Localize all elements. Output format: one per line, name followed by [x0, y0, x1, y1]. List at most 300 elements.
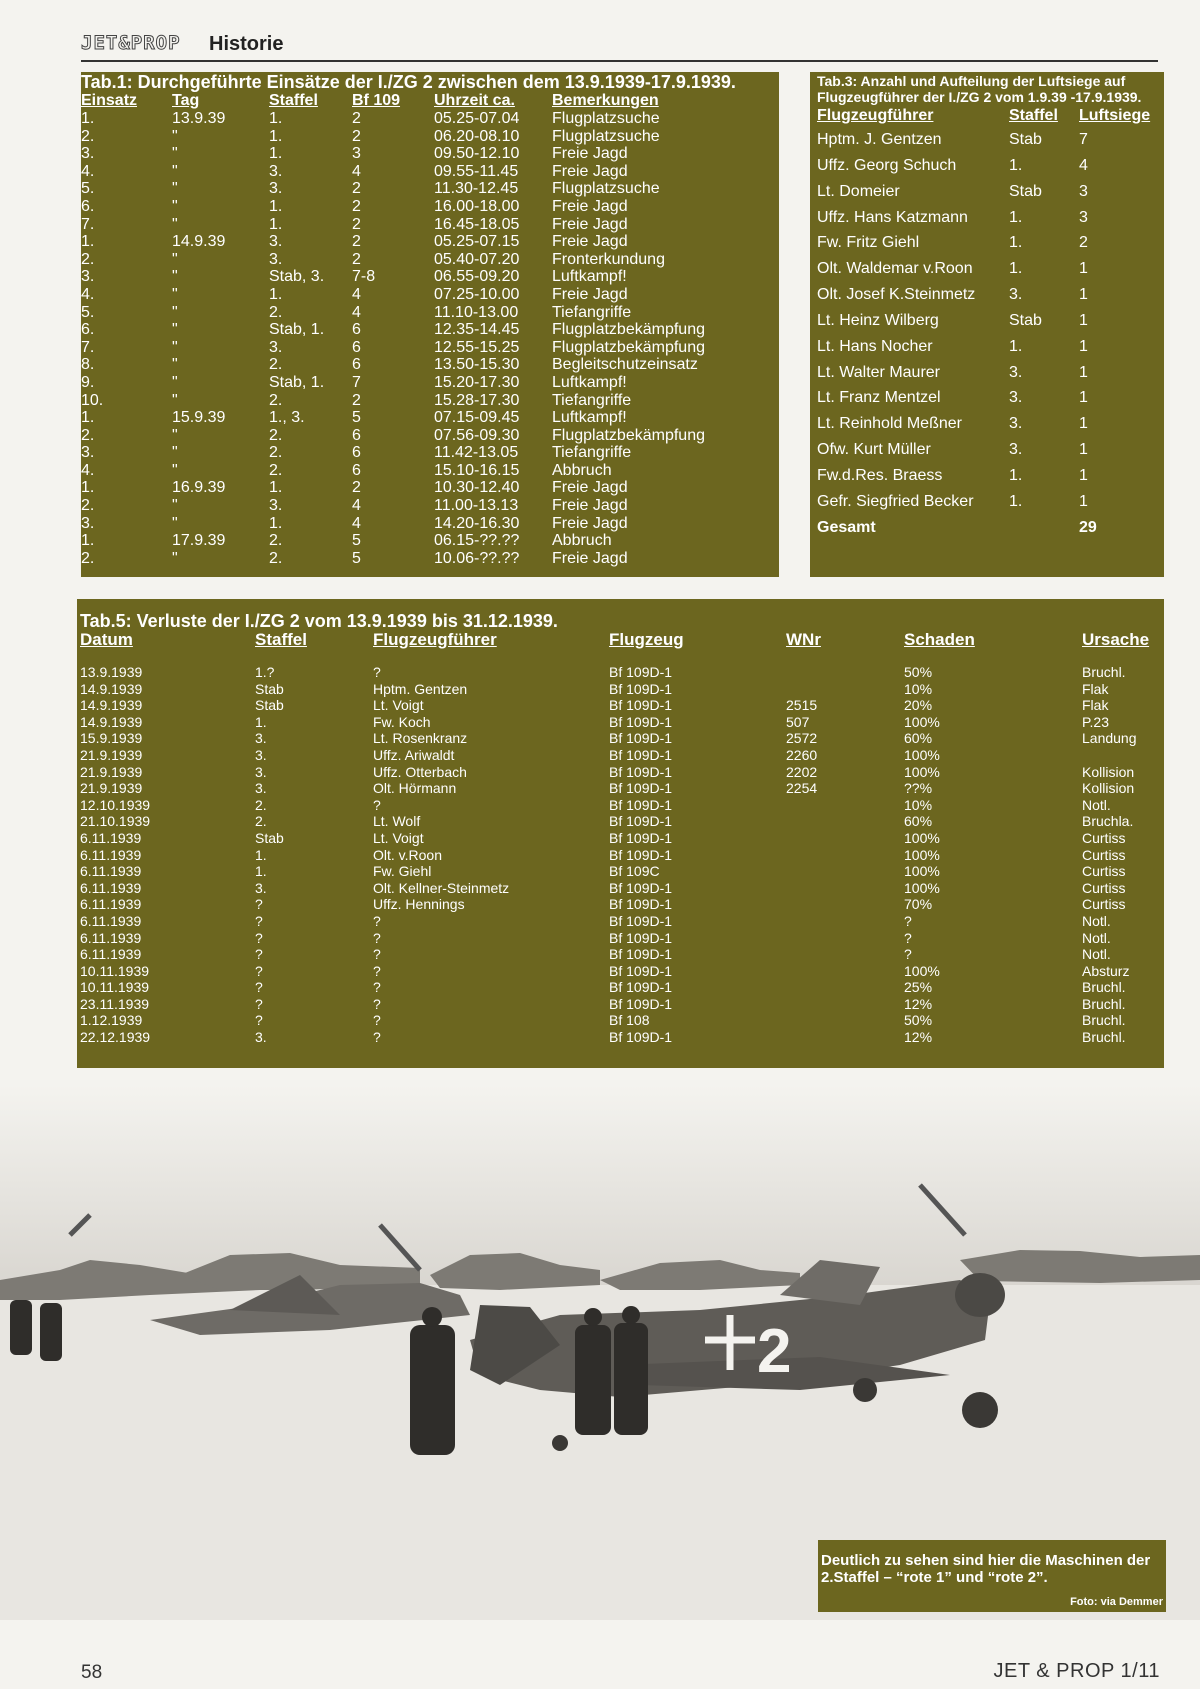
table-cell: Stab [255, 697, 284, 714]
table-cell: Bf 109D-1 [609, 664, 673, 680]
table-row [80, 747, 1162, 764]
table-row [80, 780, 1162, 797]
table-cell: 05.25-07.04 [434, 110, 520, 127]
table-cell: 3. [81, 268, 95, 286]
table-row [80, 697, 1162, 714]
table-cell: 6.11.1939 [80, 896, 142, 913]
table-cell: " [172, 127, 178, 145]
table-cell: 1. [1009, 234, 1023, 252]
table-row [817, 334, 1159, 360]
table-row [80, 930, 1162, 947]
table-cell: " [172, 180, 178, 198]
table-cell: 1. [269, 197, 283, 215]
table-cell: Bf 109D-1 [609, 796, 673, 813]
table-cell [786, 946, 904, 963]
table-cell: 3 [1079, 208, 1088, 226]
table-cell: Fw. Koch [373, 713, 431, 730]
table-cell: 5 [352, 532, 361, 550]
table-cell: " [172, 162, 178, 180]
table-cell: 1 [1079, 415, 1088, 433]
table-cell: Fw. Giehl [373, 863, 432, 880]
table-cell: Stab, 3. [269, 268, 325, 286]
table-cell: Bf 109D-1 [609, 763, 673, 780]
table-cell: ? [373, 995, 381, 1012]
table-row [81, 409, 779, 427]
table-cell: 10% [904, 796, 933, 813]
table-cell: 1. [1009, 260, 1023, 278]
table-5-title: Tab.5: Verluste der I./ZG 2 vom 13.9.1939 bis 31.12.1939. [80, 611, 558, 631]
table-cell: Ofw. Kurt Müller [817, 441, 931, 459]
table-cell: Notl. [1082, 946, 1111, 963]
table-cell: Bf 109D-1 [609, 730, 673, 747]
table-cell: 60% [904, 813, 933, 830]
table-cell: 50% [904, 1012, 933, 1029]
table-cell: 10.06-??.?? [434, 549, 520, 567]
table-cell: 14.20-16.30 [434, 514, 520, 532]
table-cell: 1. [81, 479, 95, 497]
table-cell: Stab [255, 680, 284, 697]
table-cell: Bf 109D-1 [609, 946, 673, 963]
table-cell: 3. [81, 444, 95, 462]
table-cell: Lt. Heinz Wilberg [817, 311, 939, 329]
table-cell: 16.00-18.00 [434, 197, 520, 215]
table-cell: 2. [269, 303, 283, 321]
table-cell: 10.30-12.40 [434, 479, 520, 497]
table-cell [786, 813, 904, 830]
table-cell: 09.50-12.10 [434, 145, 520, 163]
table-cell: 2260 [786, 746, 818, 763]
table-row [81, 392, 779, 410]
table-cell: Luftkampf! [552, 373, 627, 391]
table-cell: 10. [81, 391, 104, 409]
table-1-title: Tab.1: Durchgeführte Einsätze der I./ZG 2 zwischen dem 13.9.1939-17.9.1939. [81, 72, 736, 92]
table-cell: 1. [269, 110, 283, 127]
table-row [81, 268, 779, 286]
table-cell: 3. [1009, 441, 1023, 459]
table-cell: 1 [1079, 389, 1088, 407]
table-cell: ? [373, 912, 381, 929]
table-row [80, 681, 1162, 698]
table-3-title: Tab.3: Anzahl und Aufteilung der Luftsiege auf Flugzeugführer der I./ZG 2 vom 1.9.39 -17.9.1939. [817, 73, 1142, 105]
table-cell: 7-8 [352, 268, 376, 286]
table-cell: 7 [1079, 131, 1088, 148]
table-cell: ? [373, 962, 381, 979]
table-cell: 2. [269, 444, 283, 462]
table-cell [786, 797, 904, 814]
table-cell: 12% [904, 1029, 933, 1046]
table-cell: Notl. [1082, 796, 1111, 813]
column-header: Flugzeug [609, 630, 684, 649]
table-cell: " [172, 197, 178, 215]
table-cell: Landung [1082, 730, 1137, 747]
table-cell: 6.11.1939 [80, 879, 142, 896]
table-cell: 100% [904, 713, 940, 730]
photo-credit: Foto: via Demmer [1070, 1596, 1163, 1608]
table-cell: Fw. Fritz Giehl [817, 234, 920, 252]
table-cell: 2202 [786, 763, 818, 780]
table-cell: " [172, 145, 178, 163]
table-cell: 2. [269, 426, 283, 444]
table-cell: " [172, 268, 178, 286]
table-row [81, 163, 779, 181]
table-cell: 11.00-13.13 [434, 497, 519, 515]
table-cell: Flak [1082, 697, 1109, 714]
table-cell: 2 [352, 391, 361, 409]
table-cell: Kollision [1082, 780, 1135, 797]
table-cell: 1 [1079, 286, 1088, 304]
table-row [817, 282, 1159, 308]
table-cell: 4. [81, 162, 95, 180]
table-row [81, 550, 779, 568]
table-cell: " [172, 497, 178, 515]
table-cell: 1 [1079, 492, 1088, 510]
table-row [81, 339, 779, 357]
table-cell: 07.56-09.30 [434, 426, 520, 444]
table-cell: 3. [1009, 389, 1023, 407]
table-cell: 3. [269, 180, 283, 198]
table-cell: Lt. Voigt [373, 697, 424, 714]
table-cell: Freie Jagd [552, 479, 628, 497]
table-cell: 06.20-08.10 [434, 127, 520, 145]
table-cell: 100% [904, 763, 940, 780]
table-cell: Stab, 1. [269, 373, 325, 391]
table-cell: 11.42-13.05 [434, 444, 519, 462]
table-cell: 100% [904, 746, 940, 763]
table-cell: 16.45-18.05 [434, 215, 520, 233]
table-cell: 13.9.39 [172, 110, 226, 127]
table-cell: 1. [1009, 156, 1023, 174]
table-cell: 5 [352, 409, 361, 427]
spacer-row [80, 650, 1162, 664]
table-cell: Hptm. Gentzen [373, 680, 468, 697]
table-cell: 2 [352, 197, 361, 215]
table-cell: 12.35-14.45 [434, 321, 520, 339]
table-cell: Olt. Josef K.Steinmetz [817, 286, 976, 304]
table-cell: " [172, 338, 178, 356]
table-cell: Flugplatzsuche [552, 110, 660, 127]
table-cell: 100% [904, 879, 940, 896]
table-cell: 4 [352, 497, 361, 515]
column-header: Bf 109 [352, 92, 401, 109]
table-cell: Notl. [1082, 929, 1111, 946]
table-cell: Olt. Waldemar v.Roon [817, 260, 973, 278]
table-row [817, 256, 1159, 282]
table-cell: 1. [269, 285, 283, 303]
table-row [817, 205, 1159, 231]
table-cell: Bf 109D-1 [609, 829, 673, 846]
table-cell: Lt. Wolf [373, 813, 421, 830]
table-row [81, 128, 779, 146]
table-cell: " [172, 426, 178, 444]
table-cell: 1. [269, 514, 283, 532]
table-cell: Lt. Franz Mentzel [817, 389, 941, 407]
table-cell: 12.55-15.25 [434, 338, 520, 356]
table-row [81, 532, 779, 550]
table-cell: 70% [904, 896, 933, 913]
table-row [80, 714, 1162, 731]
column-header: WNr [786, 630, 821, 649]
table-cell: 4. [81, 285, 95, 303]
table-row [817, 153, 1159, 179]
table-cell: Bf 109D-1 [609, 1029, 673, 1046]
table-cell: " [172, 250, 178, 268]
table-cell: 9. [81, 373, 95, 391]
table-cell: " [172, 514, 178, 532]
table-cell: Bf 108 [609, 1012, 650, 1029]
table-row [817, 308, 1159, 334]
table-row [80, 880, 1162, 897]
table-cell: 1. [81, 233, 95, 251]
table-cell: 7 [352, 373, 361, 391]
table-cell: Begleitschutzeinsatz [552, 356, 698, 374]
table-cell: ? [904, 946, 912, 963]
table-cell: 2254 [786, 780, 818, 797]
table-cell: Lt. Voigt [373, 829, 424, 846]
table-cell: Bf 109C [609, 863, 660, 880]
table-row [80, 764, 1162, 781]
table-cell: 1. [255, 713, 267, 730]
table-cell: " [172, 373, 178, 391]
table-cell: ? [373, 796, 381, 813]
total-row [817, 515, 1159, 541]
table-cell: 21.9.1939 [80, 746, 143, 763]
table-cell: 12.10.1939 [80, 796, 151, 813]
table-cell: 2 [1079, 234, 1088, 252]
table-cell: 15.9.39 [172, 409, 226, 427]
table-cell: 3. [255, 780, 267, 797]
table-cell: ? [255, 979, 263, 996]
table-cell: ? [255, 929, 263, 946]
table-cell: Freie Jagd [552, 197, 628, 215]
table-cell [786, 930, 904, 947]
table-cell [786, 664, 904, 681]
table-row [81, 462, 779, 480]
table-cell: 2 [352, 215, 361, 233]
table-cell: 3. [269, 162, 283, 180]
table-cell: 2. [269, 461, 283, 479]
table-cell: ? [255, 912, 263, 929]
table-cell: 15.10-16.15 [434, 461, 520, 479]
table-cell: 6 [352, 321, 361, 339]
table-cell: 100% [904, 962, 940, 979]
table-cell: 2 [352, 233, 361, 251]
table-cell: 10% [904, 680, 933, 697]
table-cell: Uffz. Hans Katzmann [817, 208, 968, 226]
table-row [817, 127, 1159, 153]
table-cell: Notl. [1082, 912, 1111, 929]
column-header: Schaden [904, 630, 975, 649]
table-cell: 06.55-09.20 [434, 268, 520, 286]
table-cell: Flugplatzbekämpfung [552, 426, 705, 444]
table-cell: 100% [904, 829, 940, 846]
table-cell: 10.11.1939 [80, 962, 150, 979]
table-row [81, 286, 779, 304]
table-cell: 3. [1009, 363, 1023, 381]
table-cell: Stab [1009, 131, 1042, 148]
table-cell: 3. [255, 746, 267, 763]
table-cell: 06.15-??.?? [434, 532, 520, 550]
table-cell: 2 [352, 180, 361, 198]
table-cell: 6.11.1939 [80, 946, 142, 963]
table-cell: Freie Jagd [552, 215, 628, 233]
table-cell [786, 830, 904, 847]
table-cell: Curtiss [1082, 879, 1126, 896]
table-cell: 507 [786, 713, 810, 730]
table-row [817, 463, 1159, 489]
table-cell: 7. [81, 215, 95, 233]
table-cell: 5. [81, 180, 95, 198]
table-cell: Fw.d.Res. Braess [817, 466, 943, 484]
table-cell: Luftkampf! [552, 268, 627, 286]
table-cell: 2 [352, 250, 361, 268]
column-header: Luftsiege [1079, 107, 1151, 124]
table-row [817, 230, 1159, 256]
table-cell: Luftkampf! [552, 409, 627, 427]
table-cell [1082, 747, 1162, 764]
table-cell: 6 [352, 444, 361, 462]
table-cell: 2 [352, 479, 361, 497]
page-header [81, 30, 1158, 62]
aircraft-number-marking: 2 [757, 1317, 792, 1386]
table-cell: Olt. Kellner-Steinmetz [373, 879, 510, 896]
table-cell: Fronterkundung [552, 250, 665, 268]
table-cell: 23.11.1939 [80, 995, 150, 1012]
table-cell: Bf 109D-1 [609, 979, 673, 996]
table-cell: 10.11.1939 [80, 979, 150, 996]
table-cell: 3. [255, 1029, 267, 1046]
table-cell: ? [255, 1012, 263, 1029]
table-row [80, 730, 1162, 747]
table-cell: 3. [269, 250, 283, 268]
table-cell: 12% [904, 995, 933, 1012]
table-cell: 2. [81, 497, 95, 515]
table-cell: 6.11.1939 [80, 863, 142, 880]
table-cell: Lt. Rosenkranz [373, 730, 468, 747]
table-cell: 1 [1079, 337, 1088, 355]
column-header: Staffel [269, 92, 318, 109]
table-cell: Flak [1082, 680, 1109, 697]
table-row [81, 321, 779, 339]
table-row [817, 179, 1159, 205]
table-row [81, 427, 779, 445]
table-cell: Freie Jagd [552, 497, 628, 515]
table-cell: 3. [255, 763, 267, 780]
table-cell: 1. [1009, 208, 1023, 226]
table-cell: 5. [81, 303, 95, 321]
table-cell: 8. [81, 356, 95, 374]
table-cell [786, 996, 904, 1013]
table-cell: 2. [255, 813, 267, 830]
table-cell: 1. [255, 863, 267, 880]
table-row [80, 813, 1162, 830]
table-row [81, 180, 779, 198]
table-cell: 1 [1079, 363, 1088, 381]
table-3-victories [810, 72, 1164, 577]
table-cell: 1., 3. [269, 409, 305, 427]
total-value: 29 [1079, 518, 1097, 536]
table-cell: " [172, 303, 178, 321]
table-row [817, 411, 1159, 437]
table-cell: 6.11.1939 [80, 912, 142, 929]
table-cell: 100% [904, 863, 940, 880]
table-cell: Bf 109D-1 [609, 697, 673, 714]
table-cell: Lt. Walter Maurer [817, 363, 940, 381]
table-cell: 4 [352, 303, 361, 321]
column-header: Ursache [1082, 630, 1150, 649]
table-cell: " [172, 356, 178, 374]
table-cell: Bf 109D-1 [609, 746, 673, 763]
table-cell [786, 863, 904, 880]
table-cell: 14.9.1939 [80, 697, 143, 714]
table-cell: 7. [81, 338, 95, 356]
table-cell: Tiefangriffe [552, 303, 632, 321]
table-cell: 2572 [786, 730, 818, 747]
table-cell: 3. [255, 879, 267, 896]
column-header: Bemerkungen [552, 92, 659, 109]
table-cell: 6.11.1939 [80, 846, 142, 863]
table-cell: 1.? [255, 664, 275, 680]
table-cell: 05.25-07.15 [434, 233, 520, 251]
table-row [80, 664, 1162, 681]
table-cell: ? [373, 1029, 381, 1046]
table-cell: Bf 109D-1 [609, 813, 673, 830]
table-cell: 3. [269, 497, 283, 515]
table-cell: 05.40-07.20 [434, 250, 520, 268]
table-cell: ? [373, 979, 381, 996]
table-cell: Freie Jagd [552, 145, 628, 163]
table-cell: " [172, 285, 178, 303]
table-cell: 4 [1079, 156, 1088, 174]
table-cell: 2. [81, 127, 95, 145]
table-cell: 1. [269, 479, 283, 497]
table-row [80, 830, 1162, 847]
table-cell: 22.12.1939 [80, 1029, 151, 1046]
table-row [81, 251, 779, 269]
table-row [817, 385, 1159, 411]
table-row [81, 515, 779, 533]
column-header: Flugzeugführer [817, 107, 934, 124]
table-row [817, 360, 1159, 386]
table-cell: 6. [81, 197, 95, 215]
table-cell: 11.10-13.00 [434, 303, 519, 321]
table-cell: 14.9.1939 [80, 680, 143, 697]
table-cell: Bf 109D-1 [609, 962, 673, 979]
table-cell: " [172, 321, 178, 339]
table-cell: 2. [269, 549, 283, 567]
table-cell: Lt. Hans Nocher [817, 337, 933, 355]
table-row [80, 913, 1162, 930]
table-cell: " [172, 444, 178, 462]
table-cell: Bf 109D-1 [609, 896, 673, 913]
table-cell: ? [373, 929, 381, 946]
table-cell: Freie Jagd [552, 162, 628, 180]
table-cell: 100% [904, 846, 940, 863]
table-cell: 3. [81, 145, 95, 163]
table-row [81, 233, 779, 251]
table-cell: 6 [352, 461, 361, 479]
table-cell: 1. [255, 846, 267, 863]
table-3-grid [817, 105, 1159, 541]
magazine-logo: JET&PROP [81, 32, 181, 54]
table-cell: Gefr. Siegfried Becker [817, 492, 974, 510]
table-cell: Abbruch [552, 461, 612, 479]
table-row [80, 1012, 1162, 1029]
table-row [817, 437, 1159, 463]
table-cell: Freie Jagd [552, 233, 628, 251]
table-cell: Freie Jagd [552, 549, 628, 567]
table-cell: Bruchla. [1082, 813, 1134, 830]
table-cell: Uffz. Otterbach [373, 763, 467, 780]
